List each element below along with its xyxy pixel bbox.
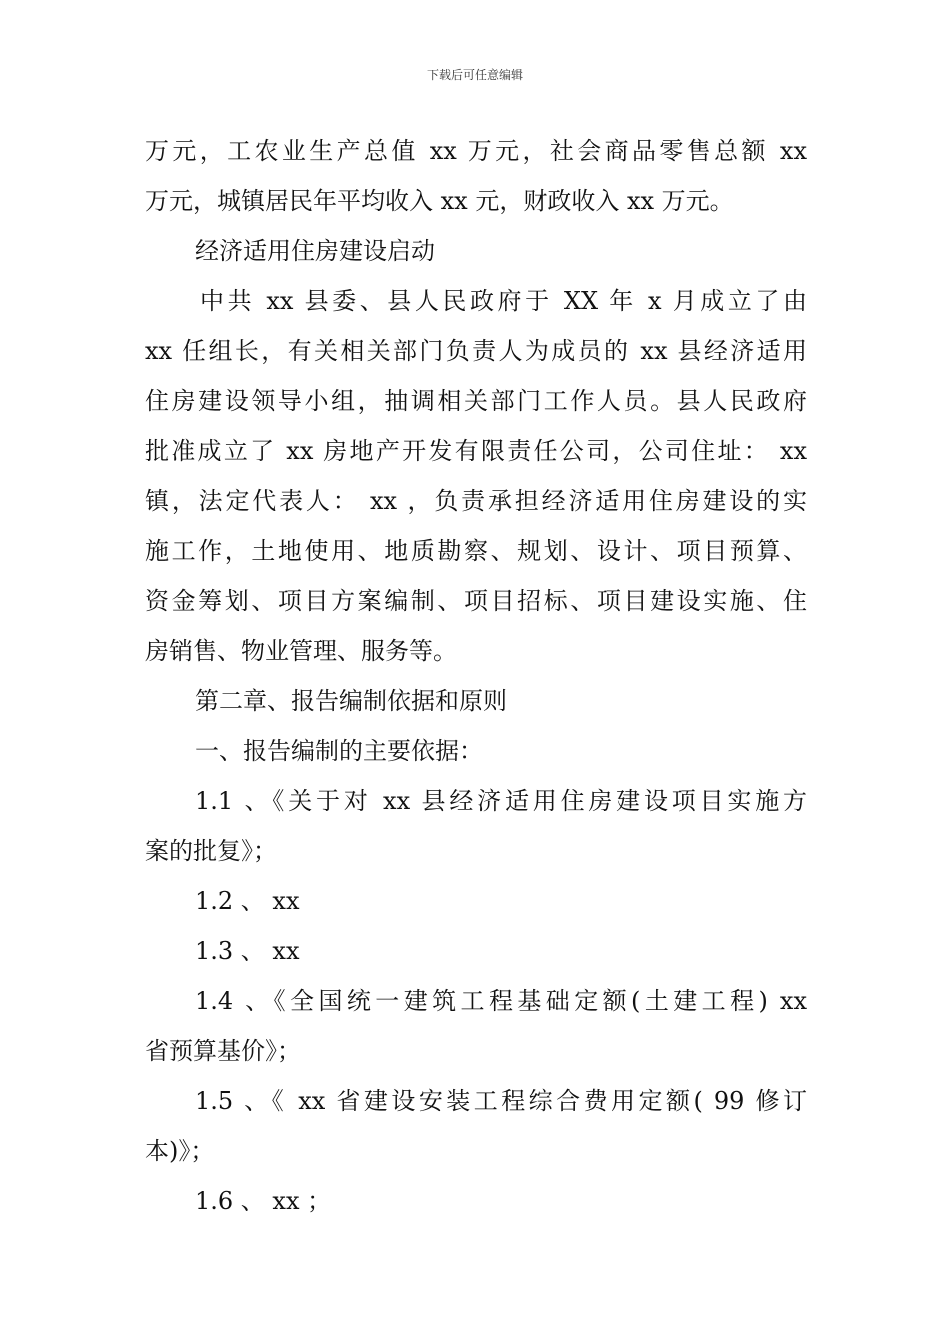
paragraph-line: 施工作，土地使用、地质勘察、规划、设计、项目预算、 [145,537,807,565]
paragraph-line: xx 任组长，有关相关部门负责人为成员的 xx 县经济适用 [145,337,807,365]
list-item: 1.2 、 xx [195,887,300,915]
page-header: 下载后可任意编辑 [426,68,523,82]
section-heading: 经济适用住房建设启动 [195,237,435,265]
list-item: 1.4 、《全国统一建筑工程基础定额(土建工程) xx [195,987,807,1015]
paragraph-line: 住房建设领导小组，抽调相关部门工作人员。县人民政府 [145,387,807,415]
list-item-continuation: 本)》； [145,1137,215,1165]
list-item: 1.6 、 xx ； [195,1187,332,1215]
list-item-continuation: 案的批复》； [145,837,277,865]
list-item: 1.5 、《 xx 省建设安装工程综合费用定额( 99 修订 [195,1087,807,1115]
paragraph-line: 批准成立了 xx 房地产开发有限责任公司，公司住址： xx [145,437,807,465]
paragraph-line: 万元，城镇居民年平均收入 xx 元，财政收入 xx 万元。 [145,187,734,215]
paragraph-line: 镇，法定代表人： xx ，负责承担经济适用住房建设的实 [145,487,807,515]
paragraph-line: 房销售、物业管理、服务等。 [145,637,457,665]
paragraph-line: 万元，工农业生产总值 xx 万元，社会商品零售总额 xx [145,137,807,165]
list-item: 1.3 、 xx [195,937,300,965]
paragraph-line: 资金筹划、项目方案编制、项目招标、项目建设实施、住 [145,587,807,615]
document-body [145,126,807,1226]
list-item: 1.1 、《关于对 xx 县经济适用住房建设项目实施方 [195,787,807,815]
chapter-heading: 第二章、报告编制依据和原则 [195,687,507,715]
paragraph-line: 中共 xx 县委、县人民政府于 XX 年 x 月成立了由 [200,287,807,315]
section-heading: 一、报告编制的主要依据： [195,737,483,765]
list-item-continuation: 省预算基价》； [145,1037,301,1065]
